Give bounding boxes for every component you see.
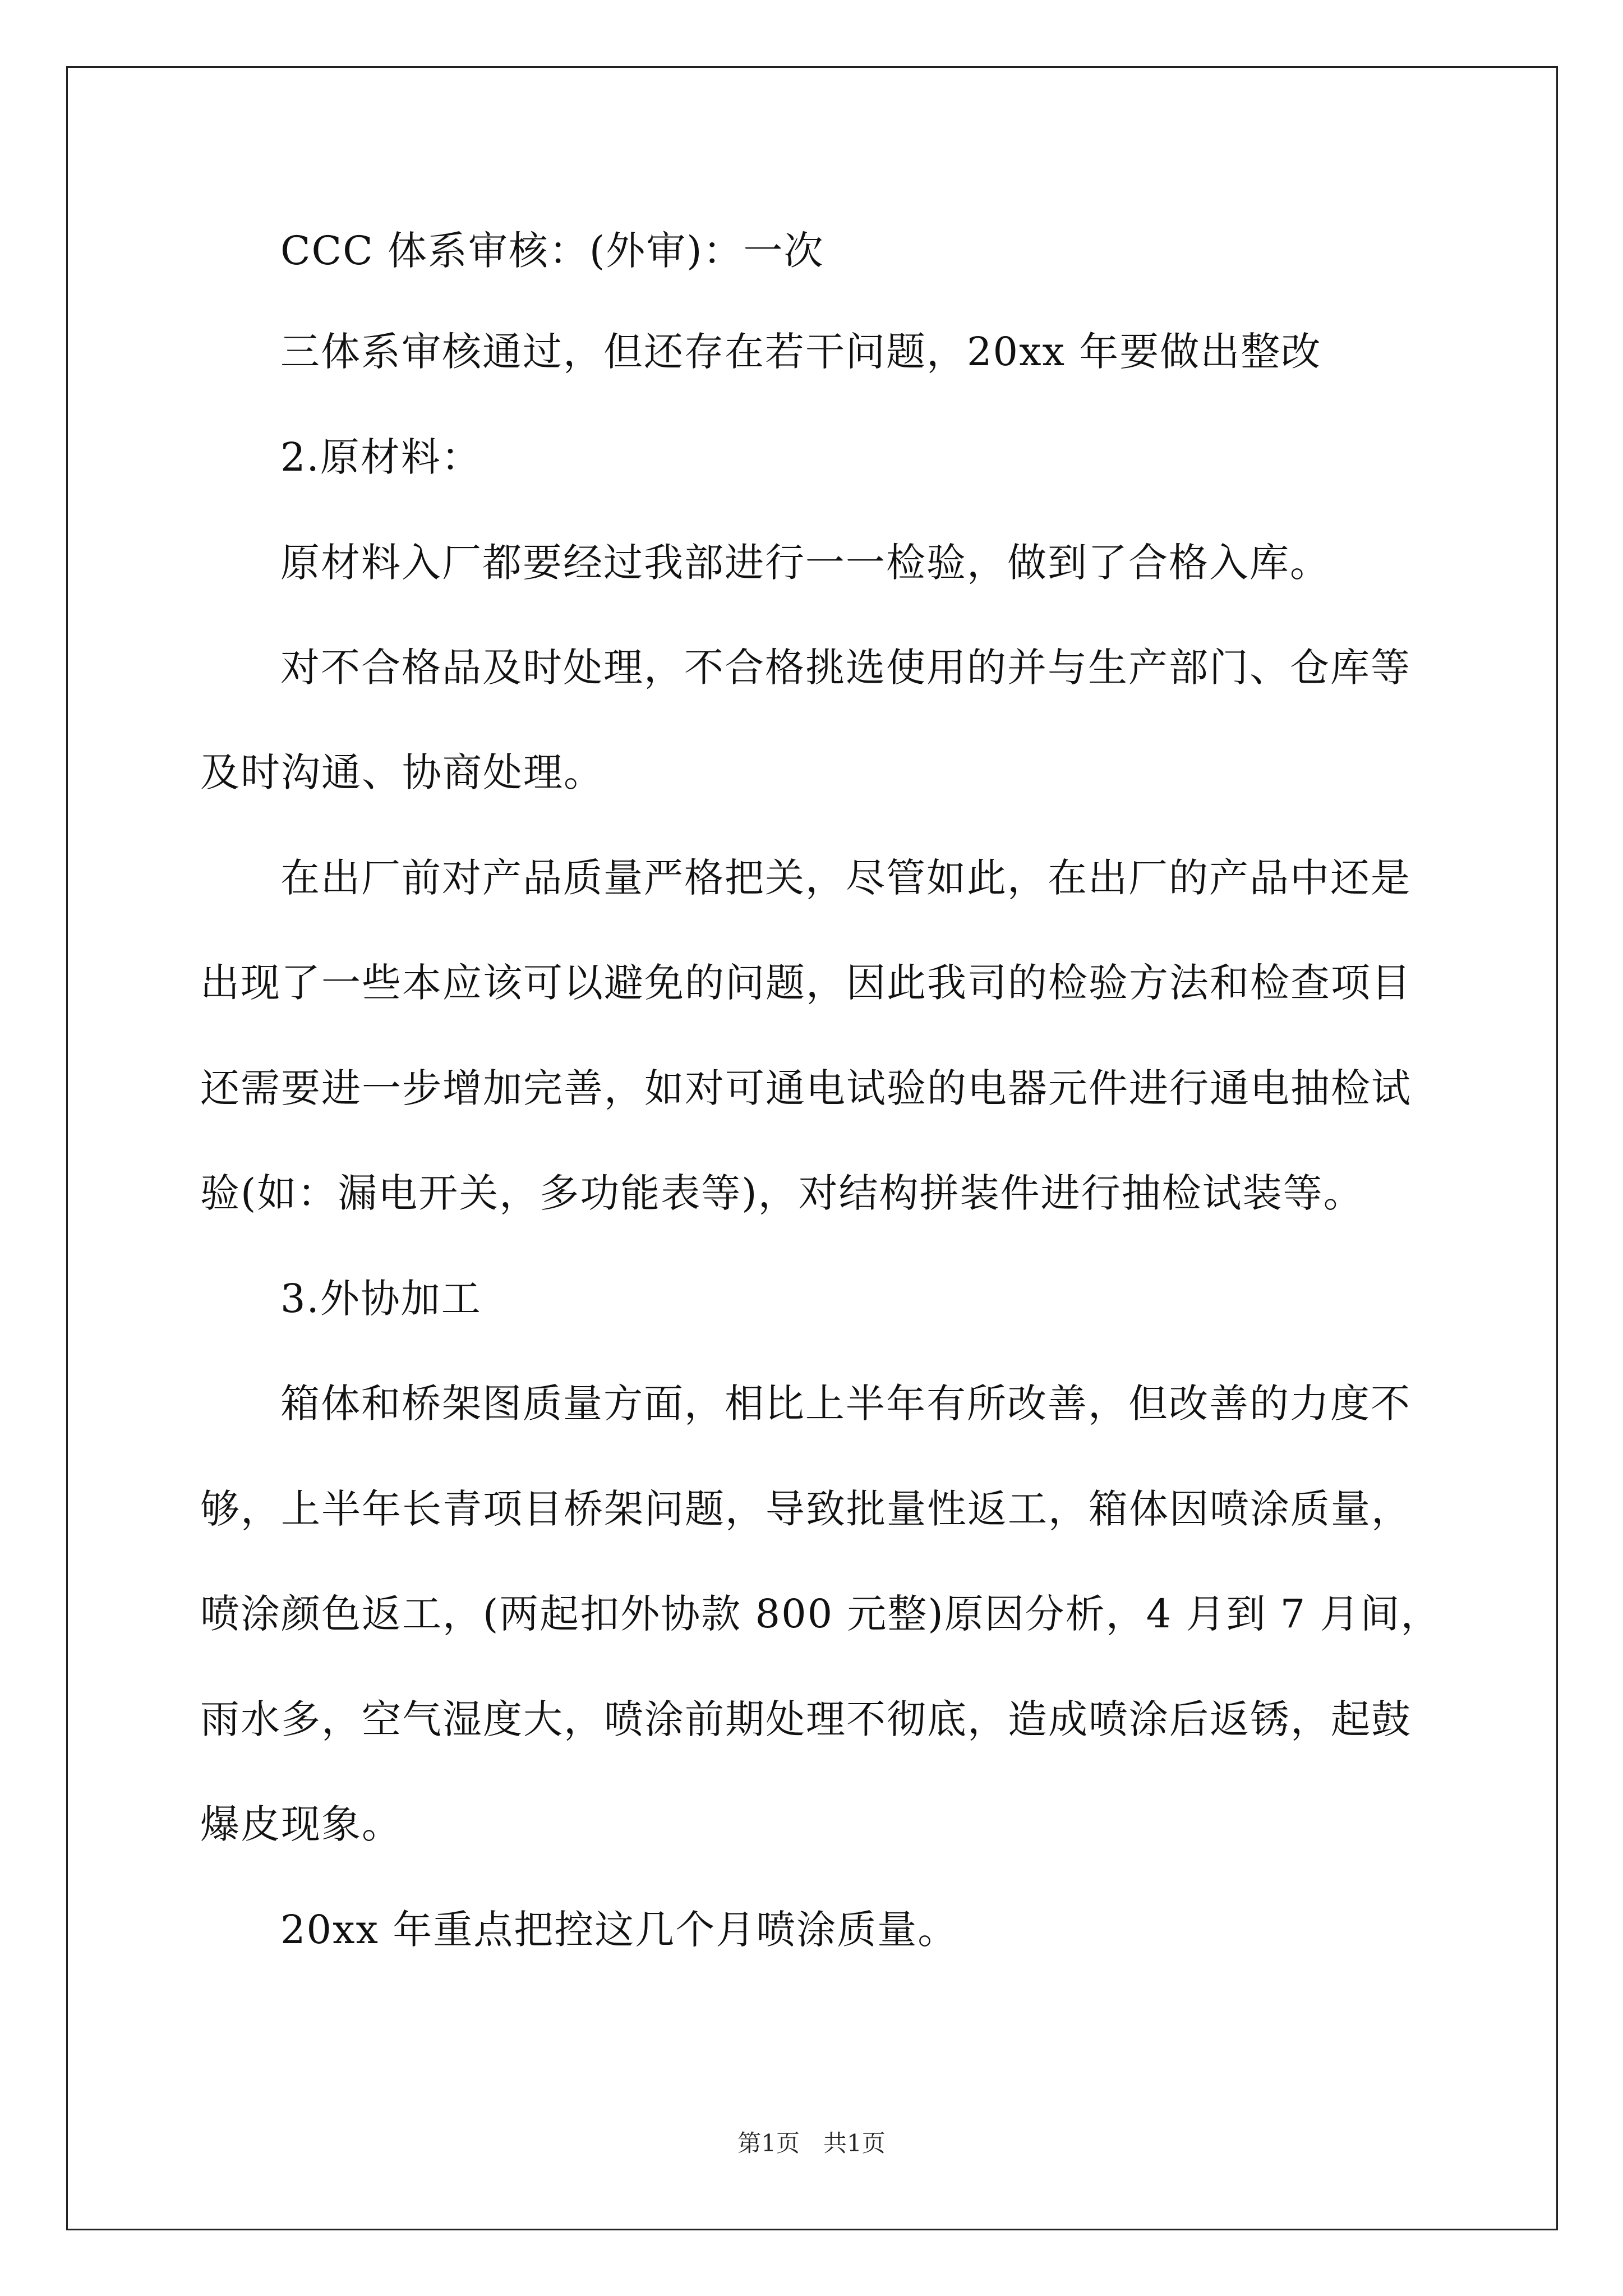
page-border [66, 66, 1558, 2230]
paragraph-outsourcing-line-2: 够，上半年长青项目桥架问题，导致批量性返工，箱体因喷涂质量， [200, 1486, 1412, 1532]
paragraph-quality-control-line-2: 出现了一些本应该可以避免的问题，因此我司的检验方法和检查项目 [200, 960, 1412, 1006]
section-heading-outsourced-processing: 3.外协加工 [280, 1276, 482, 1322]
paragraph-outsourcing-line-3: 喷涂颜色返工，(两起扣外协款 800 元整)原因分析，4 月到 7 月间， [200, 1591, 1441, 1637]
paragraph-three-system-audit: 三体系审核通过，但还存在若干问题，20xx 年要做出整改 [280, 329, 1322, 375]
paragraph-nonconforming-line-2: 及时沟通、协商处理。 [200, 749, 604, 795]
paragraph-outsourcing-line-1: 箱体和桥架图质量方面，相比上半年有所改善，但改善的力度不 [280, 1381, 1411, 1427]
paragraph-outsourcing-line-4: 雨水多，空气湿度大，喷涂前期处理不彻底，造成喷涂后返锈，起鼓 [200, 1696, 1412, 1742]
section-heading-raw-materials: 2.原材料： [280, 434, 482, 480]
paragraph-nonconforming-line-1: 对不合格品及时处理，不合格挑选使用的并与生产部门、仓库等 [280, 645, 1411, 691]
paragraph-raw-material-inspection: 原材料入厂都要经过我部进行一一检验，做到了合格入库。 [280, 540, 1330, 586]
paragraph-ccc-audit: CCC 体系审核：(外审)：一次 [280, 228, 824, 274]
paragraph-quality-control-line-4: 验(如：漏电开关，多功能表等)，对结构拼装件进行抽检试装等。 [200, 1170, 1364, 1216]
paragraph-outsourcing-line-5: 爆皮现象。 [200, 1801, 402, 1847]
paragraph-quality-control-line-3: 还需要进一步增加完善，如对可通电试验的电器元件进行通电抽检试 [200, 1065, 1412, 1111]
paragraph-quality-control-line-1: 在出厂前对产品质量严格把关，尽管如此，在出厂的产品中还是 [280, 855, 1411, 901]
page-number-footer: 第1页 共1页 [737, 2129, 886, 2157]
paragraph-spray-quality-focus: 20xx 年重点把控这几个月喷涂质量。 [280, 1907, 958, 1953]
